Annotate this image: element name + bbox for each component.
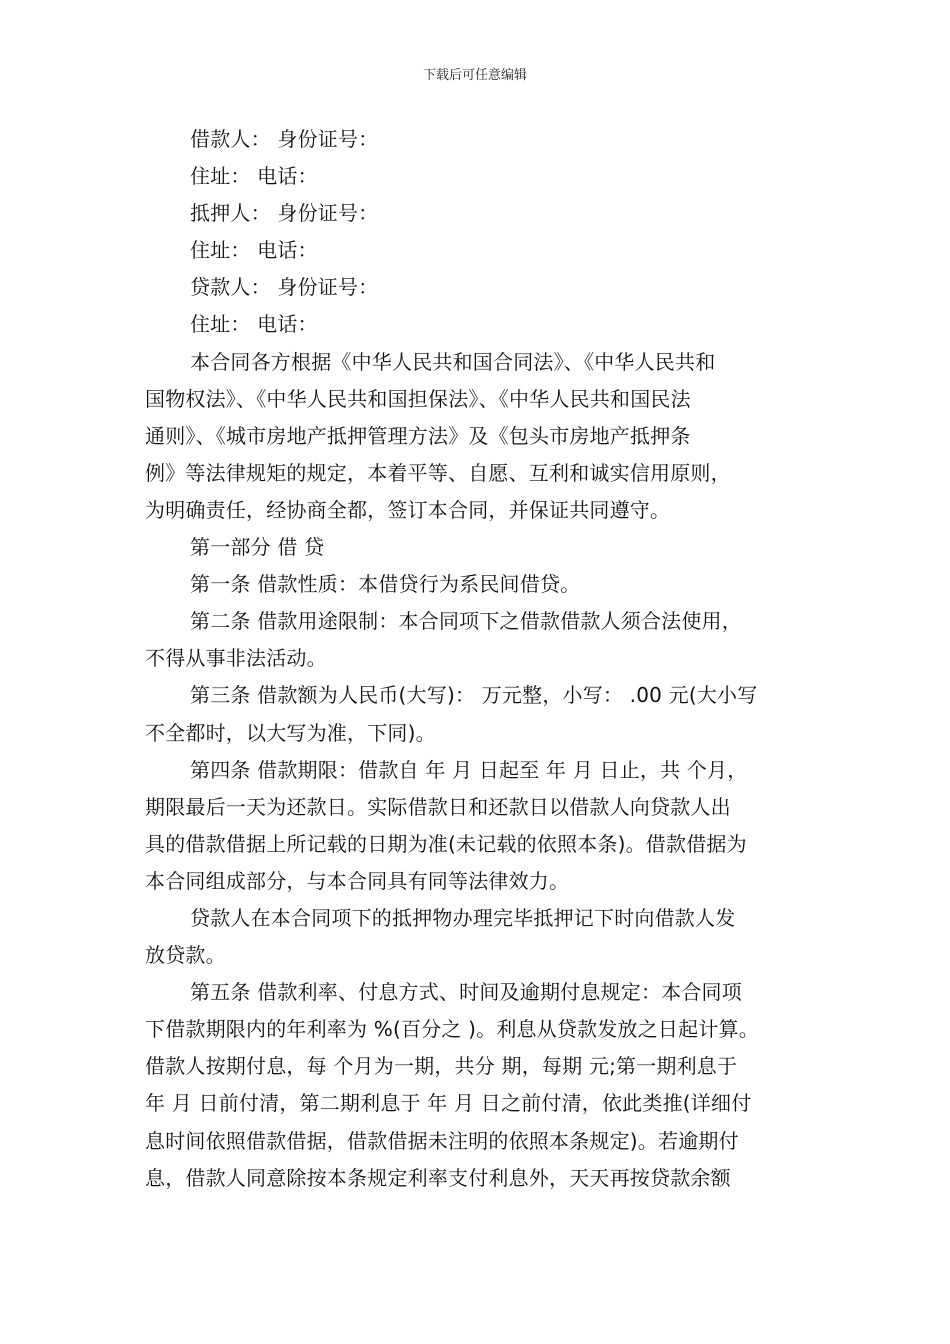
article-1 xyxy=(145,566,815,603)
article-line: 息，借款人同意除按本条规定利率支付利息外，天天再按贷款余额 xyxy=(145,1165,731,1190)
article-line: 第五条 借款利率、付息方式、时间及逾期付息规定：本合同项 xyxy=(190,980,742,1005)
parties-block xyxy=(145,121,815,344)
disbursement-paragraph xyxy=(145,900,815,974)
contract-body xyxy=(145,121,815,1197)
mortgagor-line: 抵押人： 身份证号： xyxy=(190,201,379,226)
lender-line: 贷款人： 身份证号： xyxy=(190,275,379,300)
article-line: 不得从事非法活动。 xyxy=(145,646,327,671)
article-line: 具的借款借据上所记载的日期为准(未记载的依照本条)。借款借据为 xyxy=(145,831,747,856)
article-line: 第四条 借款期限：借款自 年 月 日起至 年 月 日止，共 个月， xyxy=(190,757,748,782)
intro-line: 国物权法》、《中华人民共和国担保法》、《中华人民共和国民法 xyxy=(145,386,691,411)
article-line: 年 月 日前付清，第二期利息于 年 月 日之前付清，依此类推(详细付 xyxy=(145,1091,752,1116)
intro-line: 例》等法律规矩的规定，本着平等、自愿、互利和诚实信用原则， xyxy=(145,460,731,485)
article-line: 本合同组成部分，与本合同具有同等法律效力。 xyxy=(145,868,570,893)
article-line: 期限最后一天为还款日。实际借款日和还款日以借款人向贷款人出 xyxy=(145,794,731,819)
intro-paragraph xyxy=(145,344,815,529)
article-2 xyxy=(145,603,815,677)
article-4 xyxy=(145,752,815,900)
borrower-address-line: 住址： 电话： xyxy=(190,164,318,189)
article-line: 不全都时，以大写为准，下同)。 xyxy=(145,720,436,745)
page-header: 下载后可任意编辑 xyxy=(422,68,527,83)
intro-line: 通则》、《城市房地产抵押管理方法》及《包头市房地产抵押条 xyxy=(145,423,691,448)
article-line: 借款人按期付息，每 个月为一期，共分 期，每期 元;第一期利息于 xyxy=(145,1054,738,1079)
mortgagor-address-line: 住址： 电话： xyxy=(190,238,318,263)
article-line: 第三条 借款额为人民币(大写)： 万元整，小写： .00 元(大小写 xyxy=(190,683,758,708)
lender-address-line: 住址： 电话： xyxy=(190,312,318,337)
article-5 xyxy=(145,974,815,1197)
article-line: 第一条 借款性质：本借贷行为系民间借贷。 xyxy=(190,572,581,597)
article-line: 息时间依照借款借据，借款借据未注明的依照本条规定)。若逾期付 xyxy=(145,1128,739,1153)
article-line: 第二条 借款用途限制：本合同项下之借款借款人须合法使用， xyxy=(190,609,742,634)
article-3 xyxy=(145,677,815,751)
article-line: 贷款人在本合同项下的抵押物办理完毕抵押记下时向借款人发 xyxy=(190,905,736,930)
borrower-line: 借款人： 身份证号： xyxy=(190,127,379,151)
intro-line: 本合同各方根据《中华人民共和国合同法》、《中华人民共和 xyxy=(190,349,716,374)
article-line: 下借款期限内的年利率为 %(百分之 )。利息从贷款发放之日起计算。 xyxy=(145,1017,759,1042)
intro-line: 为明确责任，经协商全都，签订本合同，并保证共同遵守。 xyxy=(145,497,671,522)
part-heading: 第一部分 借 贷 xyxy=(190,535,325,560)
article-line: 放贷款。 xyxy=(145,943,226,968)
